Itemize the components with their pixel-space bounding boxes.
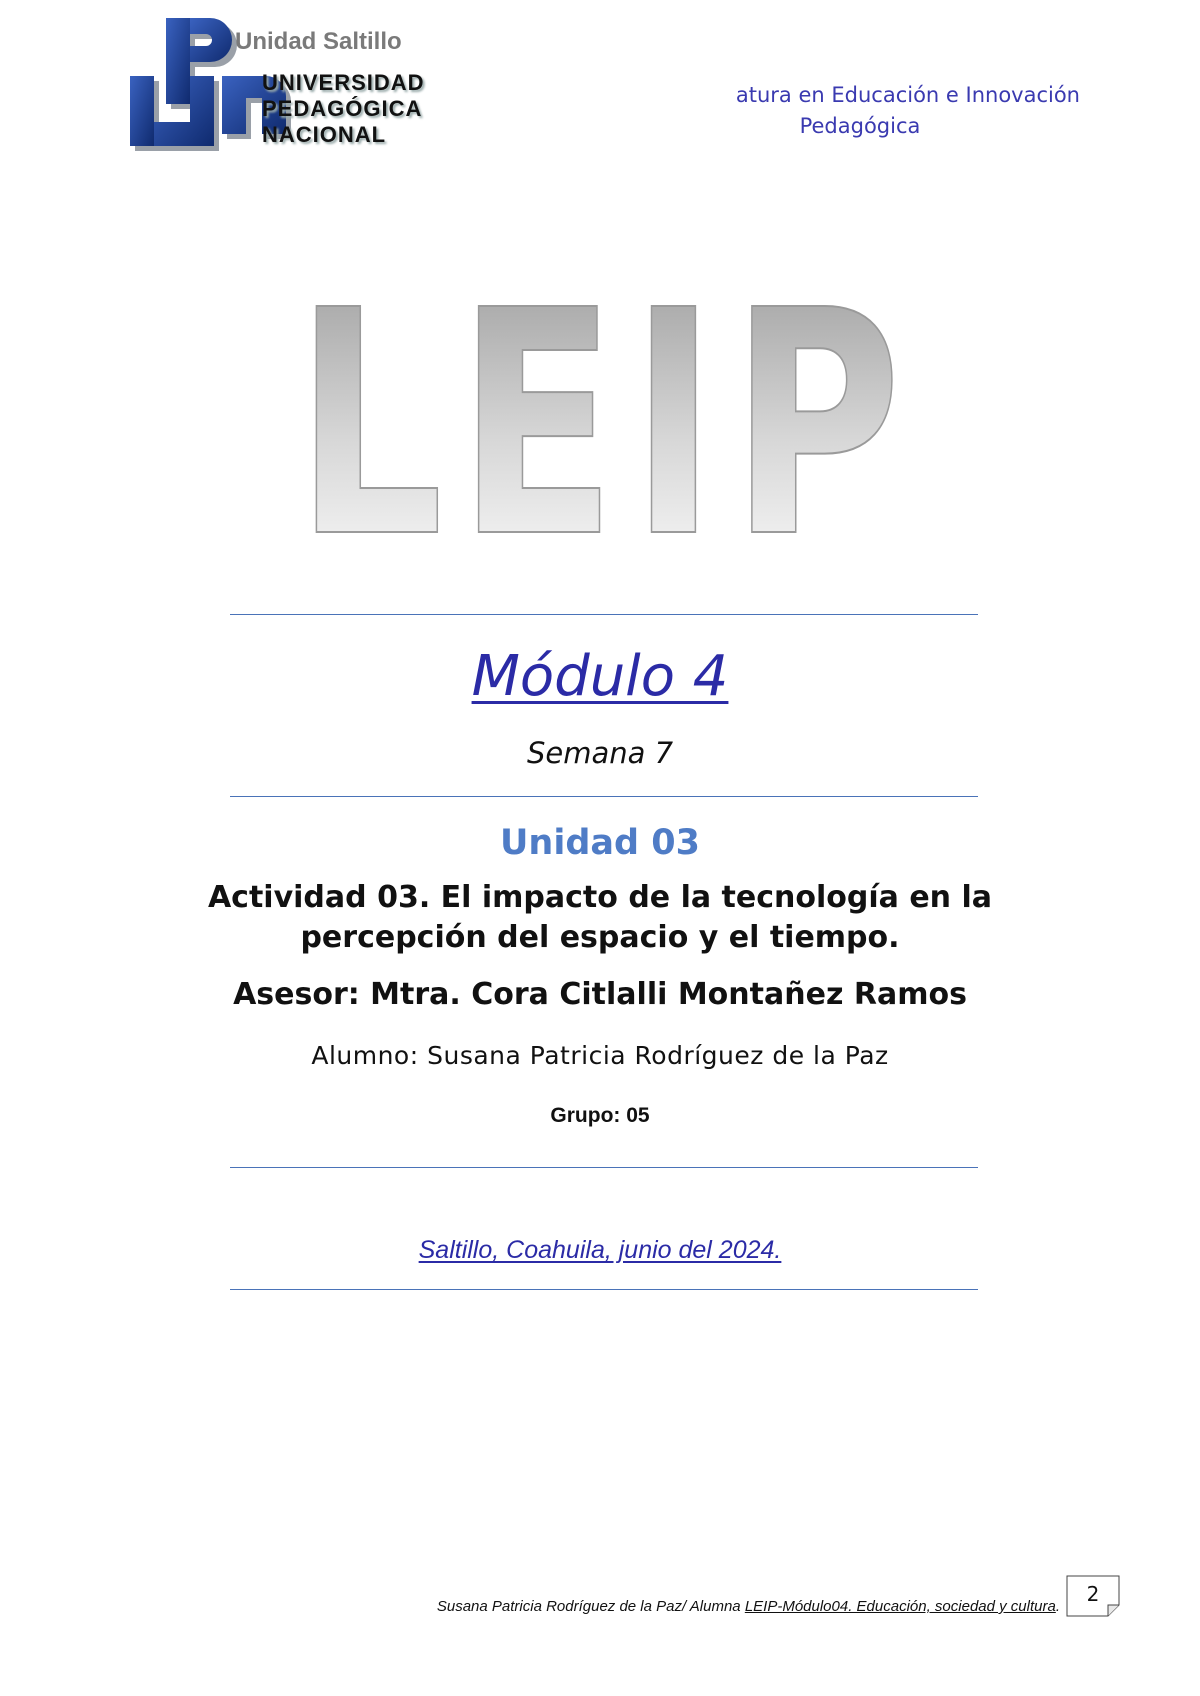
logo-unit-label: Unidad Saltillo bbox=[235, 28, 402, 55]
divider bbox=[230, 796, 978, 797]
logo-name-line-3: NACIONAL bbox=[262, 122, 387, 147]
advisor-line: Asesor: Mtra. Cora Citlalli Montañez Ramos bbox=[233, 977, 967, 1012]
program-name bbox=[640, 80, 1080, 142]
week-label: Semana 7 bbox=[526, 736, 674, 770]
page-footer bbox=[300, 1598, 1060, 1615]
page-number: 2 bbox=[1086, 1582, 1100, 1606]
logo-name-line-2: PEDAGÓGICA bbox=[262, 96, 423, 121]
divider bbox=[230, 1289, 978, 1290]
divider bbox=[230, 614, 978, 615]
place-date: Saltillo, Coahuila, junio del 2024. bbox=[418, 1236, 782, 1264]
footer-period: . bbox=[1055, 1598, 1060, 1615]
program-line-1: atura en Educación e Innovación bbox=[735, 83, 1080, 107]
student-line: Alumno: Susana Patricia Rodríguez de la Paz bbox=[311, 1041, 889, 1070]
divider bbox=[230, 1167, 978, 1168]
logo-name-line-1: UNIVERSIDAD bbox=[262, 70, 425, 95]
unit-label: Unidad 03 bbox=[500, 823, 700, 863]
program-line-2: Pedagógica bbox=[799, 114, 921, 138]
group-line: Grupo: 05 bbox=[550, 1104, 650, 1127]
leip-wordart bbox=[285, 245, 925, 606]
activity-title: Actividad 03. El impacto de la tecnología en la percepción del espacio y el tiempo. bbox=[207, 880, 993, 955]
footer-author: Susana Patricia Rodríguez de la Paz/ Alumna bbox=[436, 1598, 745, 1615]
module-title: Módulo 4 bbox=[471, 644, 729, 709]
leip-title: LEIP bbox=[295, 245, 915, 606]
footer-course: LEIP-Módulo04. Educación, sociedad y cultura bbox=[744, 1598, 1056, 1615]
